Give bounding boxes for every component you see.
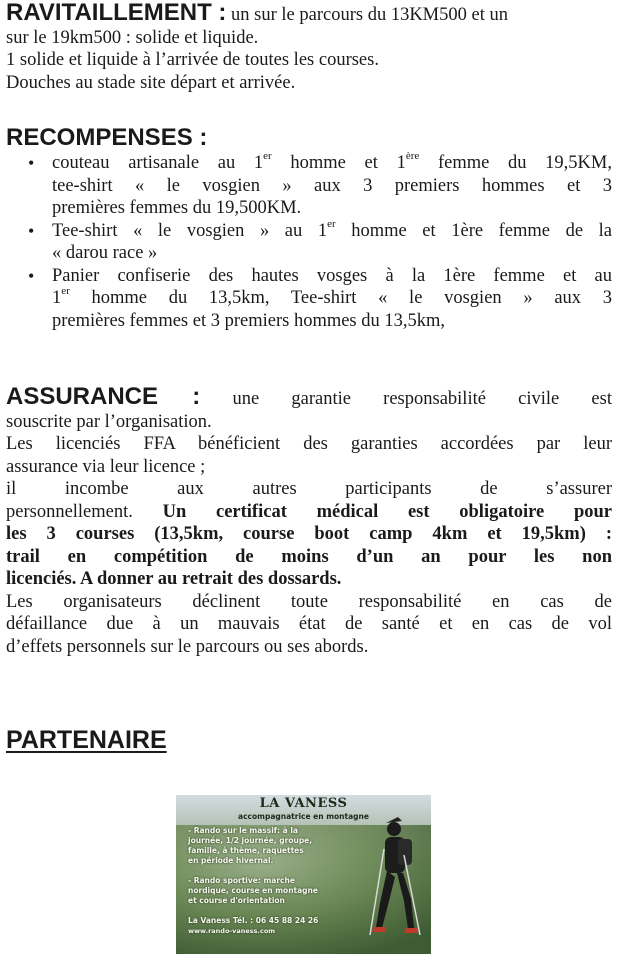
flyer-website: www.rando-vaness.com	[188, 927, 276, 935]
certificate-notice: Un certificat médical est obligatoire pour	[162, 501, 612, 522]
section-assurance: ASSURANCE : une garantie responsabilité civile est souscrite par l’organisation. Les licenciés FFA bénéficient des garanties accordées par leur assurance via leur licence ; il incombe aux autres participants de s’assurer personnellement. Un certificat médical est obligatoire pour les 3 courses (13,5km, course boot camp 4km et 19,5km) : trail en compétition de moins d’un an pour les non licenciés. A donner au retrait des dossards. Les organisateurs déclinent toute responsabilité en cas de défaillance due à un mauvais état de santé et en cas de vol d’effets personnels sur le parcours ou ses abords.	[6, 383, 612, 657]
ravitaillement-line-1: un sur le parcours du 13KM500 et un	[226, 5, 508, 25]
heading-partenaire: PARTENAIRE	[6, 726, 167, 754]
section-ravitaillement	[6, 2, 612, 94]
flyer-line: en période hivernal.	[188, 856, 274, 865]
section-recompenses	[6, 124, 612, 332]
ravitaillement-line-2: sur le 19km500 : solide et liquide.	[6, 27, 259, 48]
partner-flyer	[176, 795, 431, 954]
section-partenaire	[6, 726, 612, 755]
hiker-icon	[364, 815, 424, 945]
ravitaillement-line-3: 1 solide et liquide à l’arrivée de toutes les courses.	[6, 50, 379, 70]
ravitaillement-line-4: Douches au stade site départ et arrivée.	[6, 72, 296, 93]
flyer-line: - Rando sportive: marche	[188, 876, 295, 885]
flyer-line: famille, à thème, raquettes	[188, 846, 304, 855]
flyer-subtitle: accompagnatrice en montagne	[238, 812, 369, 821]
flyer-title: LA VANESS	[259, 796, 348, 811]
heading-assurance: ASSURANCE :	[6, 383, 201, 410]
heading-recompenses: RECOMPENSES :	[6, 124, 208, 151]
flyer-phone: La Vaness Tél. : 06 45 88 24 26	[188, 916, 319, 925]
list-item: • couteau artisanale au 1er homme et 1ère femme du 19,5KM, tee-shirt « le vosgien » aux 3 premiers hommes et 3 premières femmes du 19,500KM.	[6, 152, 612, 220]
flyer-line: et course d'orientation	[188, 896, 285, 905]
list-item: • Tee-shirt « le vosgien » au 1er homme et 1ère femme de la « darou race »	[6, 220, 612, 265]
recompenses-list	[6, 152, 612, 332]
heading-ravitaillement: RAVITAILLEMENT :	[6, 0, 227, 26]
flyer-line: - Rando sur le massif: à la	[188, 826, 298, 835]
list-item: • Panier confiserie des hautes vosges à la 1ère femme et au 1er homme du 13,5km, Tee-shirt « le vosgien » aux 3 premières femmes et 3 premiers hommes du 13,5km,	[6, 265, 612, 333]
flyer-line: journée, 1/2 journée, groupe,	[188, 836, 313, 845]
flyer-line: nordique, course en montagne	[188, 886, 318, 895]
